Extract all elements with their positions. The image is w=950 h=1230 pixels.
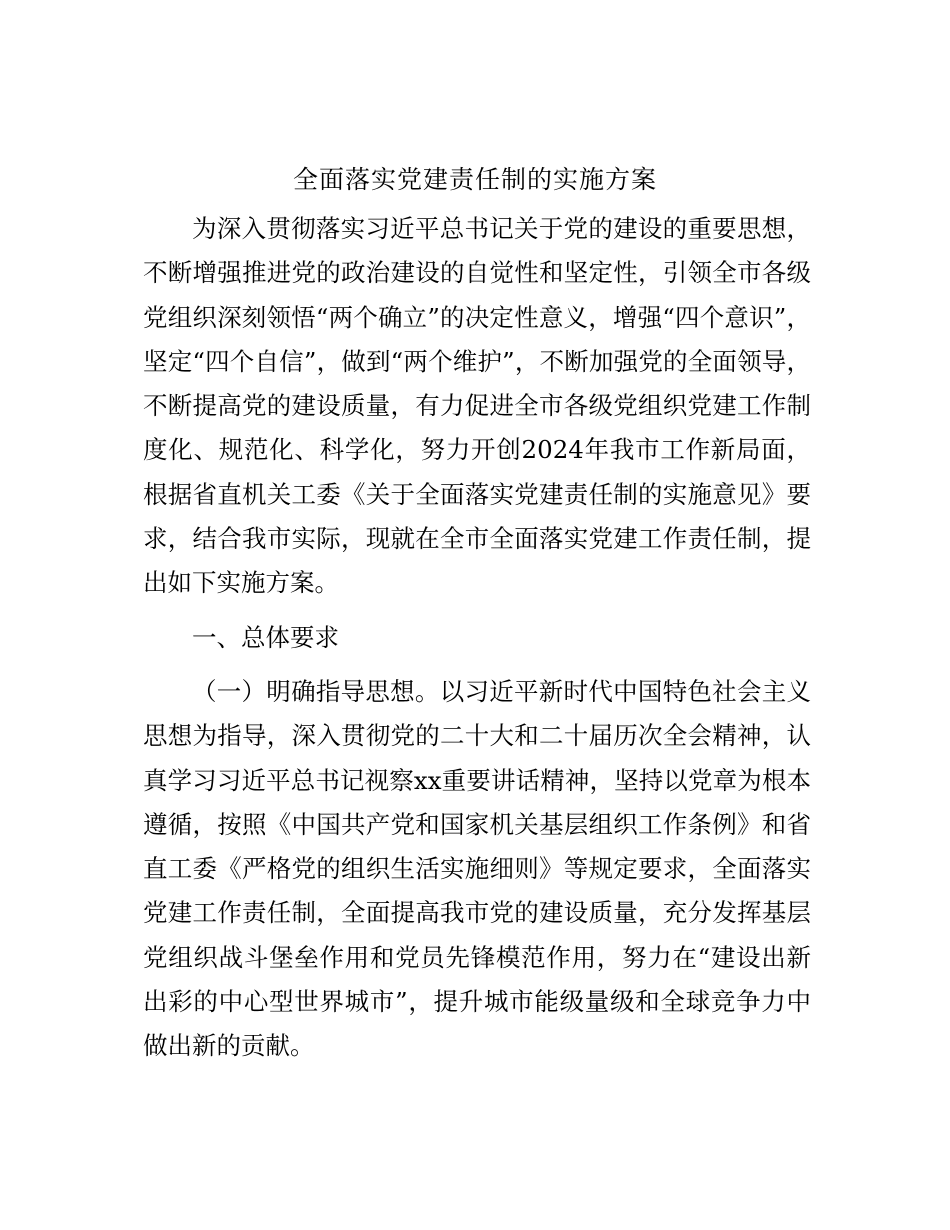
- document-title: 全面落实党建责任制的实施方案: [292, 165, 657, 194]
- document-body: [143, 207, 811, 1069]
- guiding-thought-paragraph: （一）明确指导思想。以习近平新时代中国特色社会主义思想为指导，深入贯彻党的二十大和二十届历次全会精神，认真学习习近平总书记视察xx重要讲话精神，坚持以党章为根本遵循，按照《中国共产党和国家机关基层组织工作条例》和省直工委《严格党的组织生活实施细则》等规定要求，全面落实党建工作责任制，全面提高我市党的建设质量，充分发挥基层党组织战斗堡垒作用和党员先锋模范作用，努力在“建设出新出彩的中心型世界城市”，提升城市能级量级和全球竞争力中做出新的贡献。: [143, 676, 811, 1061]
- section-heading: 一、总体要求: [192, 622, 339, 652]
- intro-paragraph: 为深入贯彻落实习近平总书记关于党的建设的重要思想，不断增强推进党的政治建设的自觉性和坚定性，引领全市各级党组织深刻领悟“两个确立”的决定性意义，增强“四个意识”，坚定“四个自信”，做到“两个维护”，不断加强党的全面领导，不断提高党的建设质量，有力促进全市各级党组织党建工作制度化、规范化、科学化，努力开创2024年我市工作新局面，根据省直机关工委《关于全面落实党建责任制的实施意见》要求，结合我市实际，现就在全市全面落实党建工作责任制，提出如下实施方案。: [143, 214, 811, 598]
